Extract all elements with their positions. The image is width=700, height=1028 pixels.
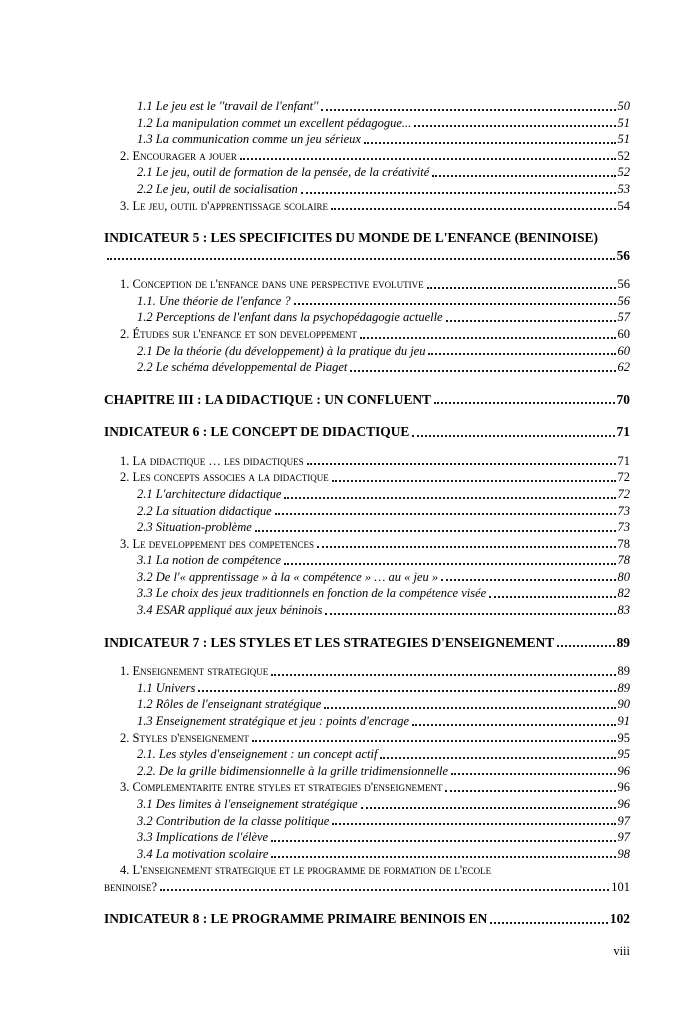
toc-line: [104, 910, 630, 928]
toc-entry-label: INDICATEUR 6 : LE CONCEPT DE DIDACTIQUE: [104, 424, 410, 440]
toc-line: [104, 98, 630, 115]
toc-entry: [104, 634, 630, 652]
toc-line: [104, 569, 630, 586]
toc-line: [104, 862, 630, 879]
toc-entry-page: 72: [617, 470, 630, 485]
toc-entry-page: 78: [617, 536, 630, 551]
toc-entry-page: 97: [617, 830, 630, 845]
toc-entry-label: 2.2. De la grille bidimensionnelle à la grille tridimensionnelle: [137, 763, 449, 778]
toc-line: [104, 326, 630, 343]
toc-entry-label: beninoise?: [104, 879, 158, 894]
toc-entry-label: 4. L'enseignement strategique et le programme de formation de l'ecole: [120, 863, 492, 878]
toc-entry-page: 56: [617, 293, 630, 308]
toc-entry-page: 62: [617, 360, 630, 375]
toc-entry-label: 2. Styles d'enseignement: [120, 730, 249, 745]
toc-entry-page: 95: [617, 730, 630, 745]
toc-entry-label: 2.2 La situation didactique: [137, 503, 272, 518]
toc-entry: [104, 486, 630, 503]
dot-leader: [198, 690, 615, 692]
dot-leader: [412, 724, 615, 726]
toc-entry-page: 97: [617, 813, 630, 828]
dot-leader: [332, 823, 615, 825]
toc-line: [104, 131, 630, 148]
toc-entry-label: 2.2 Le schéma développemental de Piaget: [137, 360, 348, 375]
toc-entry: [104, 164, 630, 181]
toc-entry: [104, 503, 630, 520]
toc-entry-label: 1.2 Rôles de l'enseignant stratégique: [137, 697, 322, 712]
toc-line: [104, 309, 630, 326]
toc-entry-label: 1.1 Univers: [137, 680, 196, 695]
toc-entry: [104, 763, 630, 780]
dot-leader: [557, 645, 614, 647]
toc-entry-page: 52: [617, 165, 630, 180]
toc-entry-page: 102: [609, 911, 630, 927]
toc-entry: [104, 423, 630, 441]
toc-entry: [104, 663, 630, 680]
toc-entry-label: 3.3 Implications de l'élève: [137, 830, 269, 845]
toc-entry-label: 1.1. Une théorie de l'enfance ?: [137, 293, 291, 308]
toc-entry-page: 89: [617, 664, 630, 679]
toc-entry-label: 2.1. Les styles d'enseignement : un concept actif: [137, 747, 378, 762]
toc-entry: [104, 746, 630, 763]
toc-line: [104, 164, 630, 181]
toc-entry: [104, 326, 630, 343]
toc-entry-page: 56: [617, 277, 630, 292]
toc-entry: [104, 148, 630, 165]
toc-entry-page: 51: [617, 132, 630, 147]
toc-entry-page: 90: [617, 697, 630, 712]
dot-leader: [446, 320, 616, 322]
toc-entry-page: 52: [617, 148, 630, 163]
toc-entry: [104, 453, 630, 470]
toc-line: [104, 846, 630, 863]
dot-leader: [360, 337, 616, 339]
toc-entry-page: 50: [617, 99, 630, 113]
toc-entry: [104, 469, 630, 486]
toc-line: [104, 634, 630, 652]
toc-entry-page: 73: [617, 503, 630, 518]
toc-entry: [104, 293, 630, 310]
dot-leader: [240, 158, 616, 160]
toc-line: [104, 585, 630, 602]
toc-entry-label: 2. Études sur l'enfance et son developpement: [120, 326, 357, 341]
toc-entry-page: 73: [617, 520, 630, 535]
toc-entry-label: 3. Complementarite entre styles et strategies d'enseignement: [120, 780, 443, 795]
dot-leader: [350, 370, 615, 372]
toc-entry-page: 78: [617, 553, 630, 568]
toc-entry-page: 71: [617, 453, 630, 468]
toc-entry: [104, 115, 630, 132]
toc-line: [104, 503, 630, 520]
toc-entry: [104, 536, 630, 553]
toc-line: [104, 696, 630, 713]
toc-entry-label: 1. Conception de l'enfance dans une perspective evolutive: [120, 277, 424, 292]
toc-entry: [104, 680, 630, 697]
dot-leader: [332, 480, 616, 482]
toc-entry-label: 2.1 Le jeu, outil de formation de la pensée, de la créativité: [137, 165, 430, 180]
dot-leader: [271, 674, 615, 676]
dot-leader: [445, 790, 615, 792]
toc-entry: [104, 198, 630, 215]
toc-entry-page: 101: [611, 879, 630, 894]
dot-leader: [284, 563, 615, 565]
toc-entry-label: INDICATEUR 5 : LES SPECIFICITES DU MONDE DE L'ENFANCE (BENINOISE): [104, 230, 598, 246]
toc-entry-page: 89: [617, 680, 630, 695]
toc-entry: [104, 696, 630, 713]
toc-entry-page: 83: [617, 603, 630, 618]
toc-entry: [104, 276, 630, 293]
toc-entry-label: 3.2 De l'« apprentissage » à la « compétence » … au « jeu »: [137, 569, 439, 584]
toc-entry-page: 57: [617, 310, 630, 325]
toc-entry: [104, 98, 630, 115]
toc-line: [104, 247, 630, 265]
toc-line: [104, 198, 630, 215]
toc-line: [104, 796, 630, 813]
dot-leader: [160, 889, 609, 891]
toc-entry-label: 1. Enseignement strategique: [120, 664, 269, 679]
toc-line: [104, 423, 630, 441]
dot-leader: [324, 707, 615, 709]
toc-entry-page: 56: [616, 247, 630, 263]
toc-entry-page: 60: [617, 326, 630, 341]
dot-leader: [252, 740, 616, 742]
dot-leader: [451, 773, 615, 775]
dot-leader: [321, 109, 615, 111]
toc-entry: [104, 131, 630, 148]
toc-line: [104, 115, 630, 132]
toc-entry: [104, 309, 630, 326]
dot-leader: [428, 353, 615, 355]
toc-line: [104, 181, 630, 198]
dot-leader: [364, 142, 616, 144]
toc-entry: [104, 713, 630, 730]
dot-leader: [307, 463, 616, 465]
table-of-contents: [104, 98, 630, 928]
page-number: viii: [613, 944, 630, 958]
toc-line: [104, 779, 630, 796]
toc-entry-page: 71: [616, 424, 630, 440]
toc-entry: [104, 569, 630, 586]
toc-entry-page: 51: [617, 115, 630, 130]
toc-line: [104, 663, 630, 680]
toc-entry-label: 2.2 Le jeu, outil de socialisation: [137, 181, 298, 196]
toc-entry-label: 1.2 La manipulation commet un excellent pédagogue...: [137, 115, 412, 130]
toc-line: [104, 829, 630, 846]
dot-leader: [325, 613, 615, 615]
toc-entry-label: 1.2 Perceptions de l'enfant dans la psychopédagogie actuelle: [137, 310, 443, 325]
toc-entry-page: 96: [617, 796, 630, 811]
toc-entry-label: 2. Les concepts associes a la didactique: [120, 470, 329, 485]
dot-leader: [317, 546, 615, 548]
toc-entry-label: 1.1 Le jeu est le ''travail de l'enfant'': [137, 99, 319, 113]
dot-leader: [294, 303, 616, 305]
dot-leader: [271, 840, 615, 842]
toc-entry-page: 72: [617, 486, 630, 501]
toc-line: [104, 391, 630, 409]
toc-line: [104, 293, 630, 310]
toc-entry: [104, 181, 630, 198]
toc-entry: [104, 813, 630, 830]
dot-leader: [255, 530, 616, 532]
toc-entry-label: 3.4 ESAR appliqué aux jeux béninois: [137, 603, 323, 618]
toc-entry-label: 3.4 La motivation scolaire: [137, 846, 269, 861]
dot-leader: [361, 807, 616, 809]
toc-entry: [104, 585, 630, 602]
toc-line: [104, 229, 630, 247]
toc-entry-page: 96: [617, 763, 630, 778]
toc-entry: [104, 910, 630, 928]
toc-entry-label: 3. Le developpement des competences: [120, 536, 315, 551]
toc-entry-page: 82: [617, 586, 630, 601]
dot-leader: [301, 192, 616, 194]
toc-entry-label: 3.1 Des limites à l'enseignement stratégique: [137, 796, 358, 811]
toc-line: [104, 148, 630, 165]
toc-entry: [104, 846, 630, 863]
toc-entry-label: 1. La didactique … les didactiques: [120, 453, 304, 468]
dot-leader: [412, 435, 614, 437]
toc-entry-page: 53: [617, 181, 630, 196]
toc-entry: [104, 552, 630, 569]
toc-line: [104, 486, 630, 503]
toc-entry-page: 54: [617, 198, 630, 213]
toc-entry: [104, 519, 630, 536]
toc-entry-page: 96: [617, 780, 630, 795]
toc-line: [104, 469, 630, 486]
toc-entry-page: 98: [617, 846, 630, 861]
toc-entry: [104, 602, 630, 619]
toc-entry: [104, 359, 630, 376]
dot-leader: [427, 287, 616, 289]
toc-entry-label: 3. Le jeu, outil d'apprentissage scolaire: [120, 198, 329, 213]
dot-leader: [380, 757, 615, 759]
dot-leader: [490, 922, 608, 924]
dot-leader: [441, 579, 615, 581]
toc-line: [104, 343, 630, 360]
toc-entry: [104, 229, 630, 264]
toc-entry-label: 3.3 Le choix des jeux traditionnels en fonction de la compétence visée: [137, 586, 487, 601]
toc-entry-label: 3.2 Contribution de la classe politique: [137, 813, 330, 828]
toc-entry-label: 2. Encourager a jouer: [120, 148, 237, 163]
toc-entry-label: 2.1 De la théorie (du développement) à la pratique du jeu: [137, 343, 426, 358]
toc-entry: [104, 862, 630, 895]
dot-leader: [275, 513, 616, 515]
dot-leader: [434, 402, 615, 404]
toc-line: [104, 359, 630, 376]
toc-entry: [104, 829, 630, 846]
toc-entry-label: 2.1 L'architecture didactique: [137, 486, 282, 501]
toc-line: [104, 453, 630, 470]
toc-line: [104, 519, 630, 536]
toc-line: [104, 713, 630, 730]
toc-entry-page: 95: [617, 747, 630, 762]
toc-entry-label: 1.3 Enseignement stratégique et jeu : points d'encrage: [137, 713, 410, 728]
toc-line: [104, 602, 630, 619]
toc-entry-label: INDICATEUR 8 : LE PROGRAMME PRIMAIRE BENINOIS EN: [104, 911, 488, 927]
toc-entry: [104, 796, 630, 813]
toc-entry-page: 91: [617, 713, 630, 728]
dot-leader: [107, 258, 615, 260]
toc-entry-label: 1.3 La communication comme un jeu sérieux: [137, 132, 361, 147]
toc-entry: [104, 391, 630, 409]
toc-entry-label: 2.3 Situation-problème: [137, 520, 252, 535]
toc-entry-page: 70: [616, 391, 630, 407]
toc-line: [104, 879, 630, 896]
toc-line: [104, 552, 630, 569]
toc-line: [104, 276, 630, 293]
toc-entry-page: 89: [616, 634, 630, 650]
dot-leader: [284, 497, 615, 499]
toc-entry: [104, 343, 630, 360]
toc-entry-label: INDICATEUR 7 : LES STYLES ET LES STRATEGIES D'ENSEIGNEMENT: [104, 634, 555, 650]
dot-leader: [331, 208, 615, 210]
dot-leader: [432, 175, 615, 177]
toc-line: [104, 536, 630, 553]
toc-line: [104, 813, 630, 830]
toc-entry-page: 60: [617, 343, 630, 358]
toc-line: [104, 680, 630, 697]
toc-line: [104, 746, 630, 763]
toc-entry: [104, 779, 630, 796]
toc-entry: [104, 730, 630, 747]
dot-leader: [271, 856, 615, 858]
toc-entry-label: 3.1 La notion de compétence: [137, 553, 282, 568]
toc-entry-page: 80: [617, 569, 630, 584]
toc-line: [104, 763, 630, 780]
dot-leader: [489, 596, 615, 598]
toc-entry-label: CHAPITRE III : LA DIDACTIQUE : UN CONFLUENT: [104, 391, 431, 407]
dot-leader: [414, 125, 615, 127]
toc-line: [104, 730, 630, 747]
